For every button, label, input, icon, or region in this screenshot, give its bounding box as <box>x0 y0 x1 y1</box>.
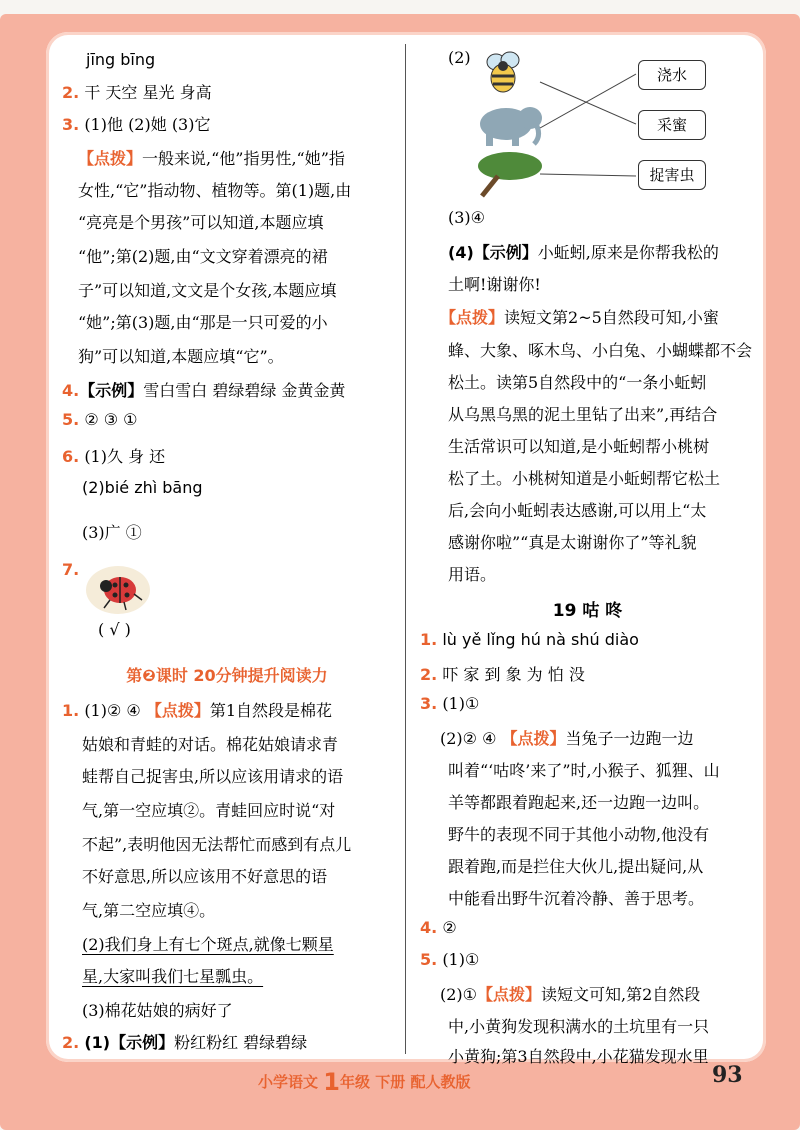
answer-3: 3. (1)① <box>420 694 480 713</box>
answer-3: 3. (1)他 (2)她 (3)它 <box>62 115 211 134</box>
match-box-honey: 采蜜 <box>638 110 706 140</box>
text-line: (3)广 ① <box>82 523 142 542</box>
pinyin-line: (2)bié zhì bāng <box>82 478 203 497</box>
text-line: 气,第一空应填②。青蛙回应时说“对 <box>82 801 336 820</box>
match-box-pest: 捉害虫 <box>638 160 706 190</box>
footer-label: 小学语文 1年级 下册 配人教版 <box>258 1068 471 1096</box>
text-line: 生活常识可以知道,是小蚯蚓帮小桃树 <box>448 437 710 456</box>
text-line: “她”;第(3)题,由“那是一只可爱的小 <box>78 313 328 332</box>
ladybug-icon <box>84 560 152 616</box>
text-line: (2)我们身上有七个斑点,就像七颗星 <box>82 935 334 954</box>
section-heading: 第❷课时 20分钟提升阅读力 <box>126 666 328 685</box>
tip-line: 【点拨】一般来说,“他”指男性,“她”指 <box>78 149 345 168</box>
answer-5: 5. ② ③ ① <box>62 410 138 429</box>
text-line: 气,第二空应填④。 <box>82 901 216 920</box>
text-line: 感谢你啦”“真是太谢谢你了”等礼貌 <box>448 533 697 552</box>
text-line: 松了土。小桃树知道是小蚯蚓帮它松土 <box>448 469 721 488</box>
text-line: “亮亮是个男孩”可以知道,本题应填 <box>78 213 324 232</box>
text-line: (2) <box>448 48 471 67</box>
column-divider <box>405 44 406 1054</box>
text-line: 星,大家叫我们七星瓢虫。 <box>82 967 264 986</box>
check-mark: ( √ ) <box>98 620 131 639</box>
answer-6: 6. (1)久 身 还 <box>62 447 166 466</box>
answer-1: 1. lù yě lǐng hú nà shú diào <box>420 630 639 649</box>
text-line: (4)【示例】小蚯蚓,原来是你帮我松的 <box>448 243 719 262</box>
matching-lines <box>534 60 640 190</box>
text-line: (3)棉花姑娘的病好了 <box>82 1001 233 1020</box>
text-line: 不起”,表明他因无法帮忙而感到有点儿 <box>82 835 352 854</box>
text-line: 姑娘和青蛙的对话。棉花姑娘请求青 <box>82 735 339 754</box>
answer-5: 5. (1)① <box>420 950 480 969</box>
text-line: 女性,“它”指动物、植物等。第(1)题,由 <box>78 181 352 200</box>
text-line: 蛙帮自己捉害虫,所以应该用请求的语 <box>82 767 344 786</box>
answer-4: 4.【示例】雪白雪白 碧绿碧绿 金黄金黄 <box>62 381 346 400</box>
answer-2: 2. 干 天空 星光 身高 <box>62 83 212 102</box>
answer-2b: 2. (1)【示例】粉红粉红 碧绿碧绿 <box>62 1033 308 1052</box>
answer-4: 4. ② <box>420 918 457 937</box>
text-line: 中,小黄狗发现积满水的土坑里有一只 <box>448 1017 710 1036</box>
text-line: 狗”可以知道,本题应填“它”。 <box>78 347 284 366</box>
text-line: 用语。 <box>448 565 497 584</box>
text-line: 不好意思,所以应该用不好意思的语 <box>82 867 328 886</box>
text-line: 从乌黑乌黑的泥土里钻了出来”,再结合 <box>448 405 718 424</box>
text-line: 跟着跑,而是拦住大伙儿,提出疑问,从 <box>448 857 704 876</box>
text-line: “他”;第(2)题,由“文文穿着漂亮的裙 <box>78 247 328 266</box>
text-line: 羊等都跟着跑起来,还一边跑一边叫。 <box>448 793 710 812</box>
text-line: 后,会向小蚯蚓表达感谢,可以用上“太 <box>448 501 707 520</box>
text-line: 松土。读第5自然段中的“一条小蚯蚓 <box>448 373 707 392</box>
pinyin-line: jīng bīng <box>86 50 156 69</box>
bee-icon <box>476 48 536 98</box>
tip-line: 【点拨】读短文第2~5自然段可知,小蜜 <box>440 308 719 327</box>
match-box-water: 浇水 <box>638 60 706 90</box>
answer-2: 2. 吓 家 到 象 为 怕 没 <box>420 665 585 684</box>
text-line: (3)④ <box>448 208 486 227</box>
text-line: 小黄狗;第3自然段中,小花猫发现水里 <box>448 1047 709 1066</box>
page-number: 93 <box>712 1062 743 1088</box>
lesson-title: 19 咕 咚 <box>552 601 623 621</box>
text-line: 子”可以知道,文文是个女孩,本题应填 <box>78 281 337 300</box>
tip-line: (2)② ④ 【点拨】当兔子一边跑一边 <box>440 729 694 748</box>
answer-1: 1. (1)② ④ 【点拨】第1自然段是棉花 <box>62 701 333 720</box>
text-line: 土啊!谢谢你! <box>448 275 541 294</box>
text-line: 中能看出野牛沉着冷静、善于思考。 <box>448 889 705 908</box>
tip-line: (2)①【点拨】读短文可知,第2自然段 <box>440 985 701 1004</box>
answer-7: 7. <box>62 560 80 579</box>
text-line: 蜂、大象、啄木鸟、小白兔、小蝴蝶都不会 <box>448 341 753 360</box>
text-line: 野牛的表现不同于其他小动物,他没有 <box>448 825 710 844</box>
text-line: 叫着“‘咕咚’来了”时,小猴子、狐狸、山 <box>448 761 720 780</box>
